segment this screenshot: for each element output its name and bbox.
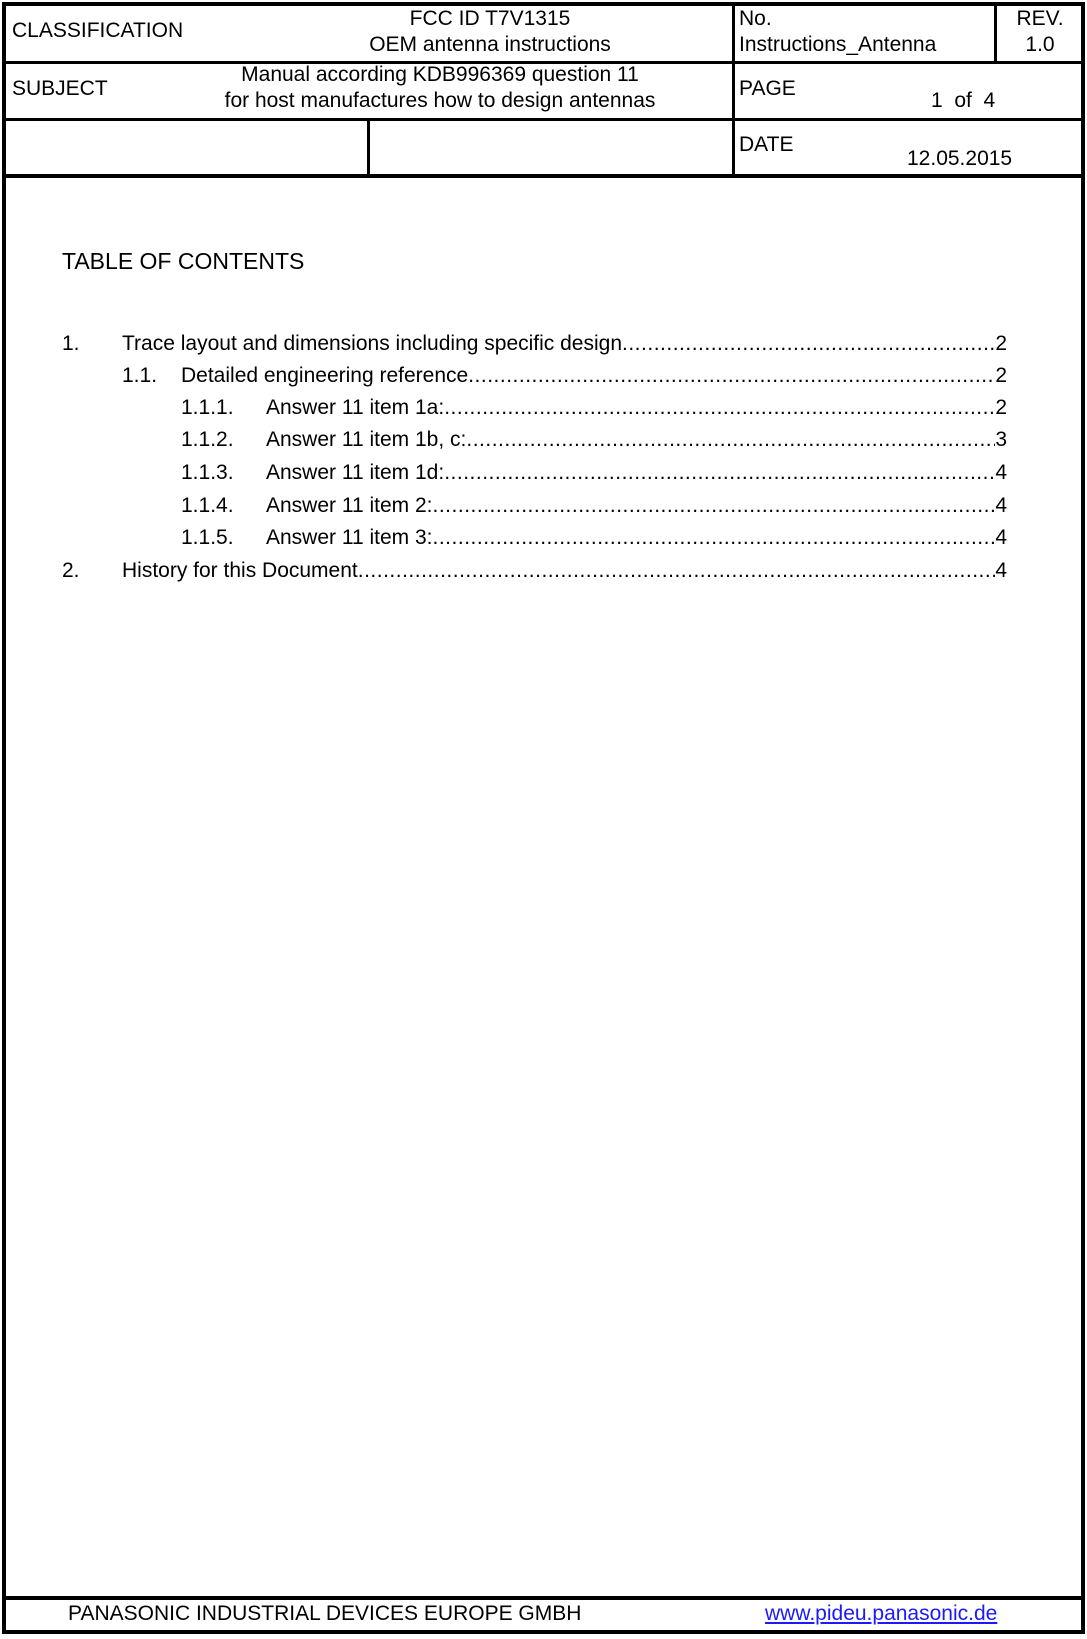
toc-entry-text: Answer 11 item 1a: <box>266 396 445 419</box>
toc-entry-1-1-5[interactable] <box>181 525 1007 551</box>
date-value: 12.05.2015 <box>907 147 1013 170</box>
header-divider-2 <box>6 118 1081 121</box>
toc-dot-leader <box>466 427 995 453</box>
toc-title: TABLE OF CONTENTS <box>62 248 305 274</box>
footer-top-border <box>6 1596 1081 1600</box>
toc-entry-text: Answer 11 item 1b, c: <box>266 428 467 451</box>
toc-entry-text: Detailed engineering reference <box>181 364 469 387</box>
toc-entry-2[interactable] <box>62 558 1007 584</box>
no-label: No. <box>739 7 772 30</box>
toc-entry-1-1[interactable] <box>122 363 1007 389</box>
toc-entry-text: Answer 11 item 2: <box>266 494 433 517</box>
rev-value: 1.0 <box>1025 33 1055 56</box>
rev-label: REV. <box>1016 7 1064 30</box>
toc-entry-1-1-2[interactable] <box>181 427 1007 453</box>
header-vline-blank <box>367 121 370 174</box>
toc-entry-page: 4 <box>995 494 1007 517</box>
toc-entry-text: Trace layout and dimensions including specific design <box>122 332 623 355</box>
subject-line-1: Manual according KDB996369 question 11 <box>241 63 639 86</box>
document-frame <box>2 2 1085 1634</box>
toc-dot-leader <box>358 558 996 584</box>
toc-entry-text: Answer 11 item 3: <box>266 526 433 549</box>
toc-entry-number: 1.1. <box>122 364 158 387</box>
toc-entry-page: 2 <box>995 332 1007 355</box>
toc-dot-leader <box>468 363 995 389</box>
footer-company: PANASONIC INDUSTRIAL DEVICES EUROPE GMBH <box>68 1602 582 1625</box>
page-value: 1 of 4 <box>931 89 996 112</box>
toc-entry-page: 2 <box>995 364 1007 387</box>
toc-dot-leader <box>444 460 995 486</box>
toc-entry-number: 1. <box>62 332 80 355</box>
fcc-id: FCC ID T7V1315 <box>409 7 571 30</box>
toc-dot-leader <box>622 331 995 357</box>
toc-entry-1-1-3[interactable] <box>181 460 1007 486</box>
subject-line-2: for host manufactures how to design antennas <box>224 89 656 112</box>
no-value: Instructions_Antenna <box>739 33 937 56</box>
footer-website-link[interactable]: www.pideu.panasonic.de <box>765 1602 998 1625</box>
fcc-subtitle: OEM antenna instructions <box>369 33 611 56</box>
toc-entry-1-1-1[interactable] <box>181 395 1007 421</box>
toc-entry-page: 2 <box>995 396 1007 419</box>
page-label: PAGE <box>739 77 796 100</box>
toc-entry-number: 1.1.4. <box>181 494 234 517</box>
toc-entry-page: 4 <box>995 559 1007 582</box>
header-bottom-border <box>6 174 1081 178</box>
toc-dot-leader <box>444 395 995 421</box>
toc-entry-number: 1.1.2. <box>181 428 234 451</box>
toc-entry-page: 4 <box>995 461 1007 484</box>
subject-label: SUBJECT <box>12 77 108 100</box>
toc-entry-1[interactable] <box>62 331 1007 357</box>
toc-entry-number: 1.1.5. <box>181 526 234 549</box>
toc-entry-page: 4 <box>995 526 1007 549</box>
classification-label: CLASSIFICATION <box>12 19 184 42</box>
toc-entry-number: 2. <box>62 559 80 582</box>
toc-entry-number: 1.1.3. <box>181 461 234 484</box>
toc-entry-text: Answer 11 item 1d: <box>266 461 445 484</box>
toc-entry-1-1-4[interactable] <box>181 493 1007 519</box>
toc-dot-leader <box>433 493 996 519</box>
date-label: DATE <box>739 133 794 156</box>
toc-dot-leader <box>433 525 996 551</box>
toc-entry-page: 3 <box>995 428 1007 451</box>
header-vline-main <box>732 6 735 174</box>
toc-entry-number: 1.1.1. <box>181 396 234 419</box>
toc-entry-text: History for this Document <box>122 559 358 582</box>
